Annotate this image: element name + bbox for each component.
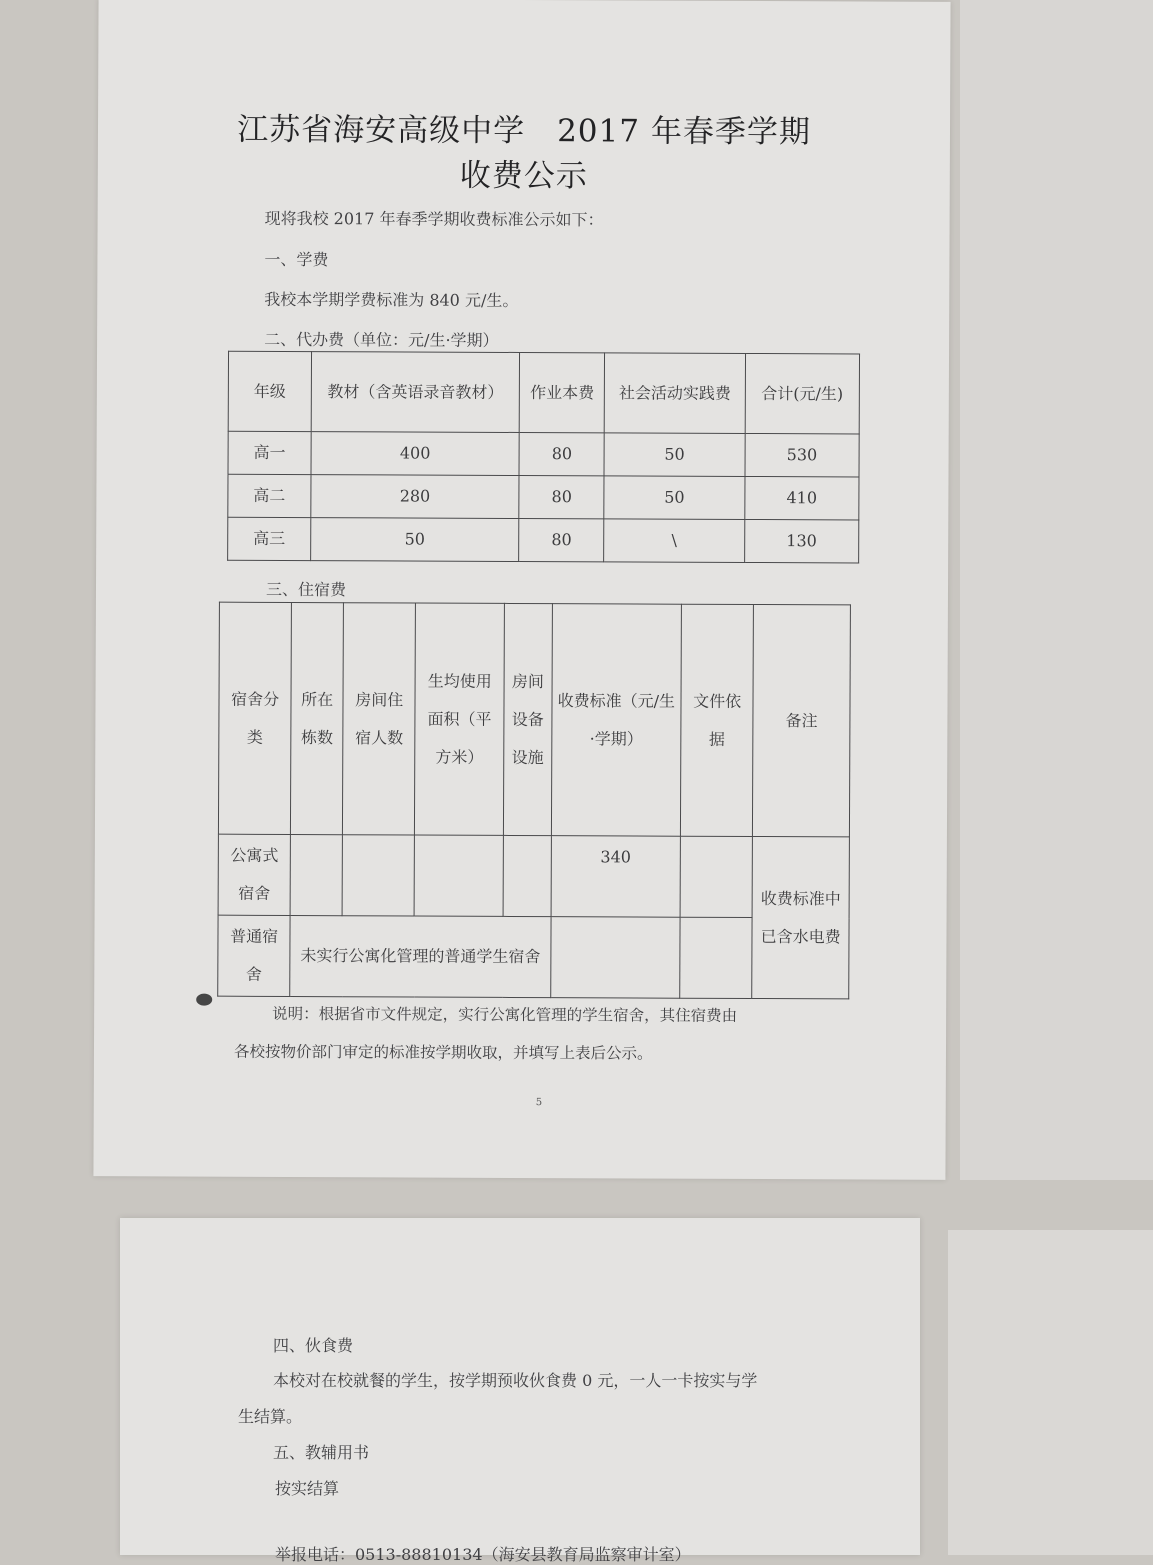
- table-row: [228, 517, 859, 563]
- table-cell: 公寓式宿舍: [218, 834, 291, 915]
- table-cell: \: [604, 519, 745, 563]
- table-cell: 130: [744, 519, 858, 562]
- table-cell: 50: [604, 433, 745, 477]
- table-header-row: [218, 602, 850, 837]
- notice-title-line2: 收费公示: [459, 157, 588, 195]
- table-cell: 收费标准中已含水电费: [752, 837, 849, 999]
- table-cell: 未实行公寓化管理的普通学生宿舍: [290, 915, 551, 997]
- explanation-line2: 各校按物价部门审定的标准按学期收取，并填写上表后公示。: [233, 1042, 653, 1063]
- fee-notice-sheet-continued: [120, 1218, 920, 1564]
- intro-text: 现将我校 2017 年春季学期收费标准公示如下：: [264, 208, 604, 230]
- table-cell: [550, 917, 680, 999]
- table-header-cell: 合计(元/生): [745, 353, 860, 433]
- table-cell: 280: [311, 475, 520, 519]
- table-header-cell: 所在栋数: [291, 602, 344, 834]
- table-cell: 530: [745, 433, 859, 476]
- dorm-fee-table: [217, 602, 851, 1000]
- agency-fee-table: [227, 351, 860, 564]
- table-row: [218, 834, 849, 918]
- section-tuition-body: 我校本学期学费标准为 840 元/生。: [264, 289, 519, 310]
- table-cell: [290, 834, 342, 915]
- table-cell: 410: [745, 476, 859, 519]
- table-header-cell: 备注: [753, 605, 851, 837]
- table-header-cell: 年级: [228, 351, 311, 431]
- section-dorm-heading: 三、住宿费: [265, 579, 347, 600]
- table-cell: 高一: [228, 431, 311, 474]
- table-header-cell: 生均使用面积（平方米）: [415, 603, 505, 835]
- table-header-cell: 文件依据: [680, 604, 753, 836]
- table-header-cell: 作业本费: [520, 352, 605, 432]
- table-cell: 80: [519, 475, 604, 518]
- notice-title-line1: 江苏省海安高级中学 2017 年春季学期: [237, 111, 811, 151]
- fee-notice-sheet: [93, 0, 950, 1180]
- ink-stain: [196, 994, 212, 1006]
- table-header-cell: 房间设备设施: [503, 603, 552, 835]
- table-cell: [680, 917, 753, 998]
- section-books-heading: 五、教辅用书: [273, 1443, 370, 1462]
- section-agency-fee-heading: 二、代办费（单位：元/生·学期）: [264, 329, 499, 350]
- table-row: [228, 474, 859, 520]
- table-header-cell: 房间住宿人数: [343, 603, 416, 835]
- table-cell: [342, 835, 415, 916]
- table-cell: [414, 835, 503, 916]
- table-header-row: [228, 351, 859, 434]
- report-hotline-line: 举报电话：0513-88810134（海安县教育局监察审计室）: [275, 1545, 691, 1564]
- section-meal-heading: 四、伙食费: [273, 1336, 354, 1355]
- table-header-cell: 宿舍分类: [218, 602, 291, 834]
- table-cell: 50: [604, 476, 745, 520]
- table-cell: 80: [519, 432, 604, 475]
- table-cell: 高二: [228, 474, 311, 517]
- page-number: 5: [535, 1097, 543, 1109]
- table-header-cell: 教材（含英语录音教材）: [311, 352, 520, 433]
- adjacent-notice-right-lower: [948, 1230, 1153, 1555]
- table-cell: [680, 836, 753, 917]
- table-cell: [503, 835, 551, 916]
- table-cell: 高三: [228, 517, 311, 560]
- table-cell: 400: [311, 432, 520, 476]
- section-meal-line1: 本校对在校就餐的学生，按学期预收伙食费 0 元，一人一卡按实与学: [273, 1371, 758, 1390]
- explanation-line1: 说明：根据省市文件规定，实行公寓化管理的学生宿舍，其住宿费由: [272, 1004, 738, 1025]
- section-tuition-heading: 一、学费: [264, 249, 329, 270]
- table-cell: 普通宿舍: [218, 915, 291, 996]
- table-row: [228, 431, 859, 477]
- table-cell: 80: [519, 518, 604, 561]
- section-meal-line2: 生结算。: [238, 1407, 303, 1426]
- table-cell: 50: [310, 518, 519, 562]
- adjacent-notice-right: [960, 0, 1153, 1180]
- section-books-body: 按实结算: [275, 1479, 340, 1498]
- table-header-cell: 收费标准（元/生·学期）: [551, 604, 681, 837]
- table-cell: 340: [551, 836, 681, 918]
- table-header-cell: 社会活动实践费: [604, 353, 745, 434]
